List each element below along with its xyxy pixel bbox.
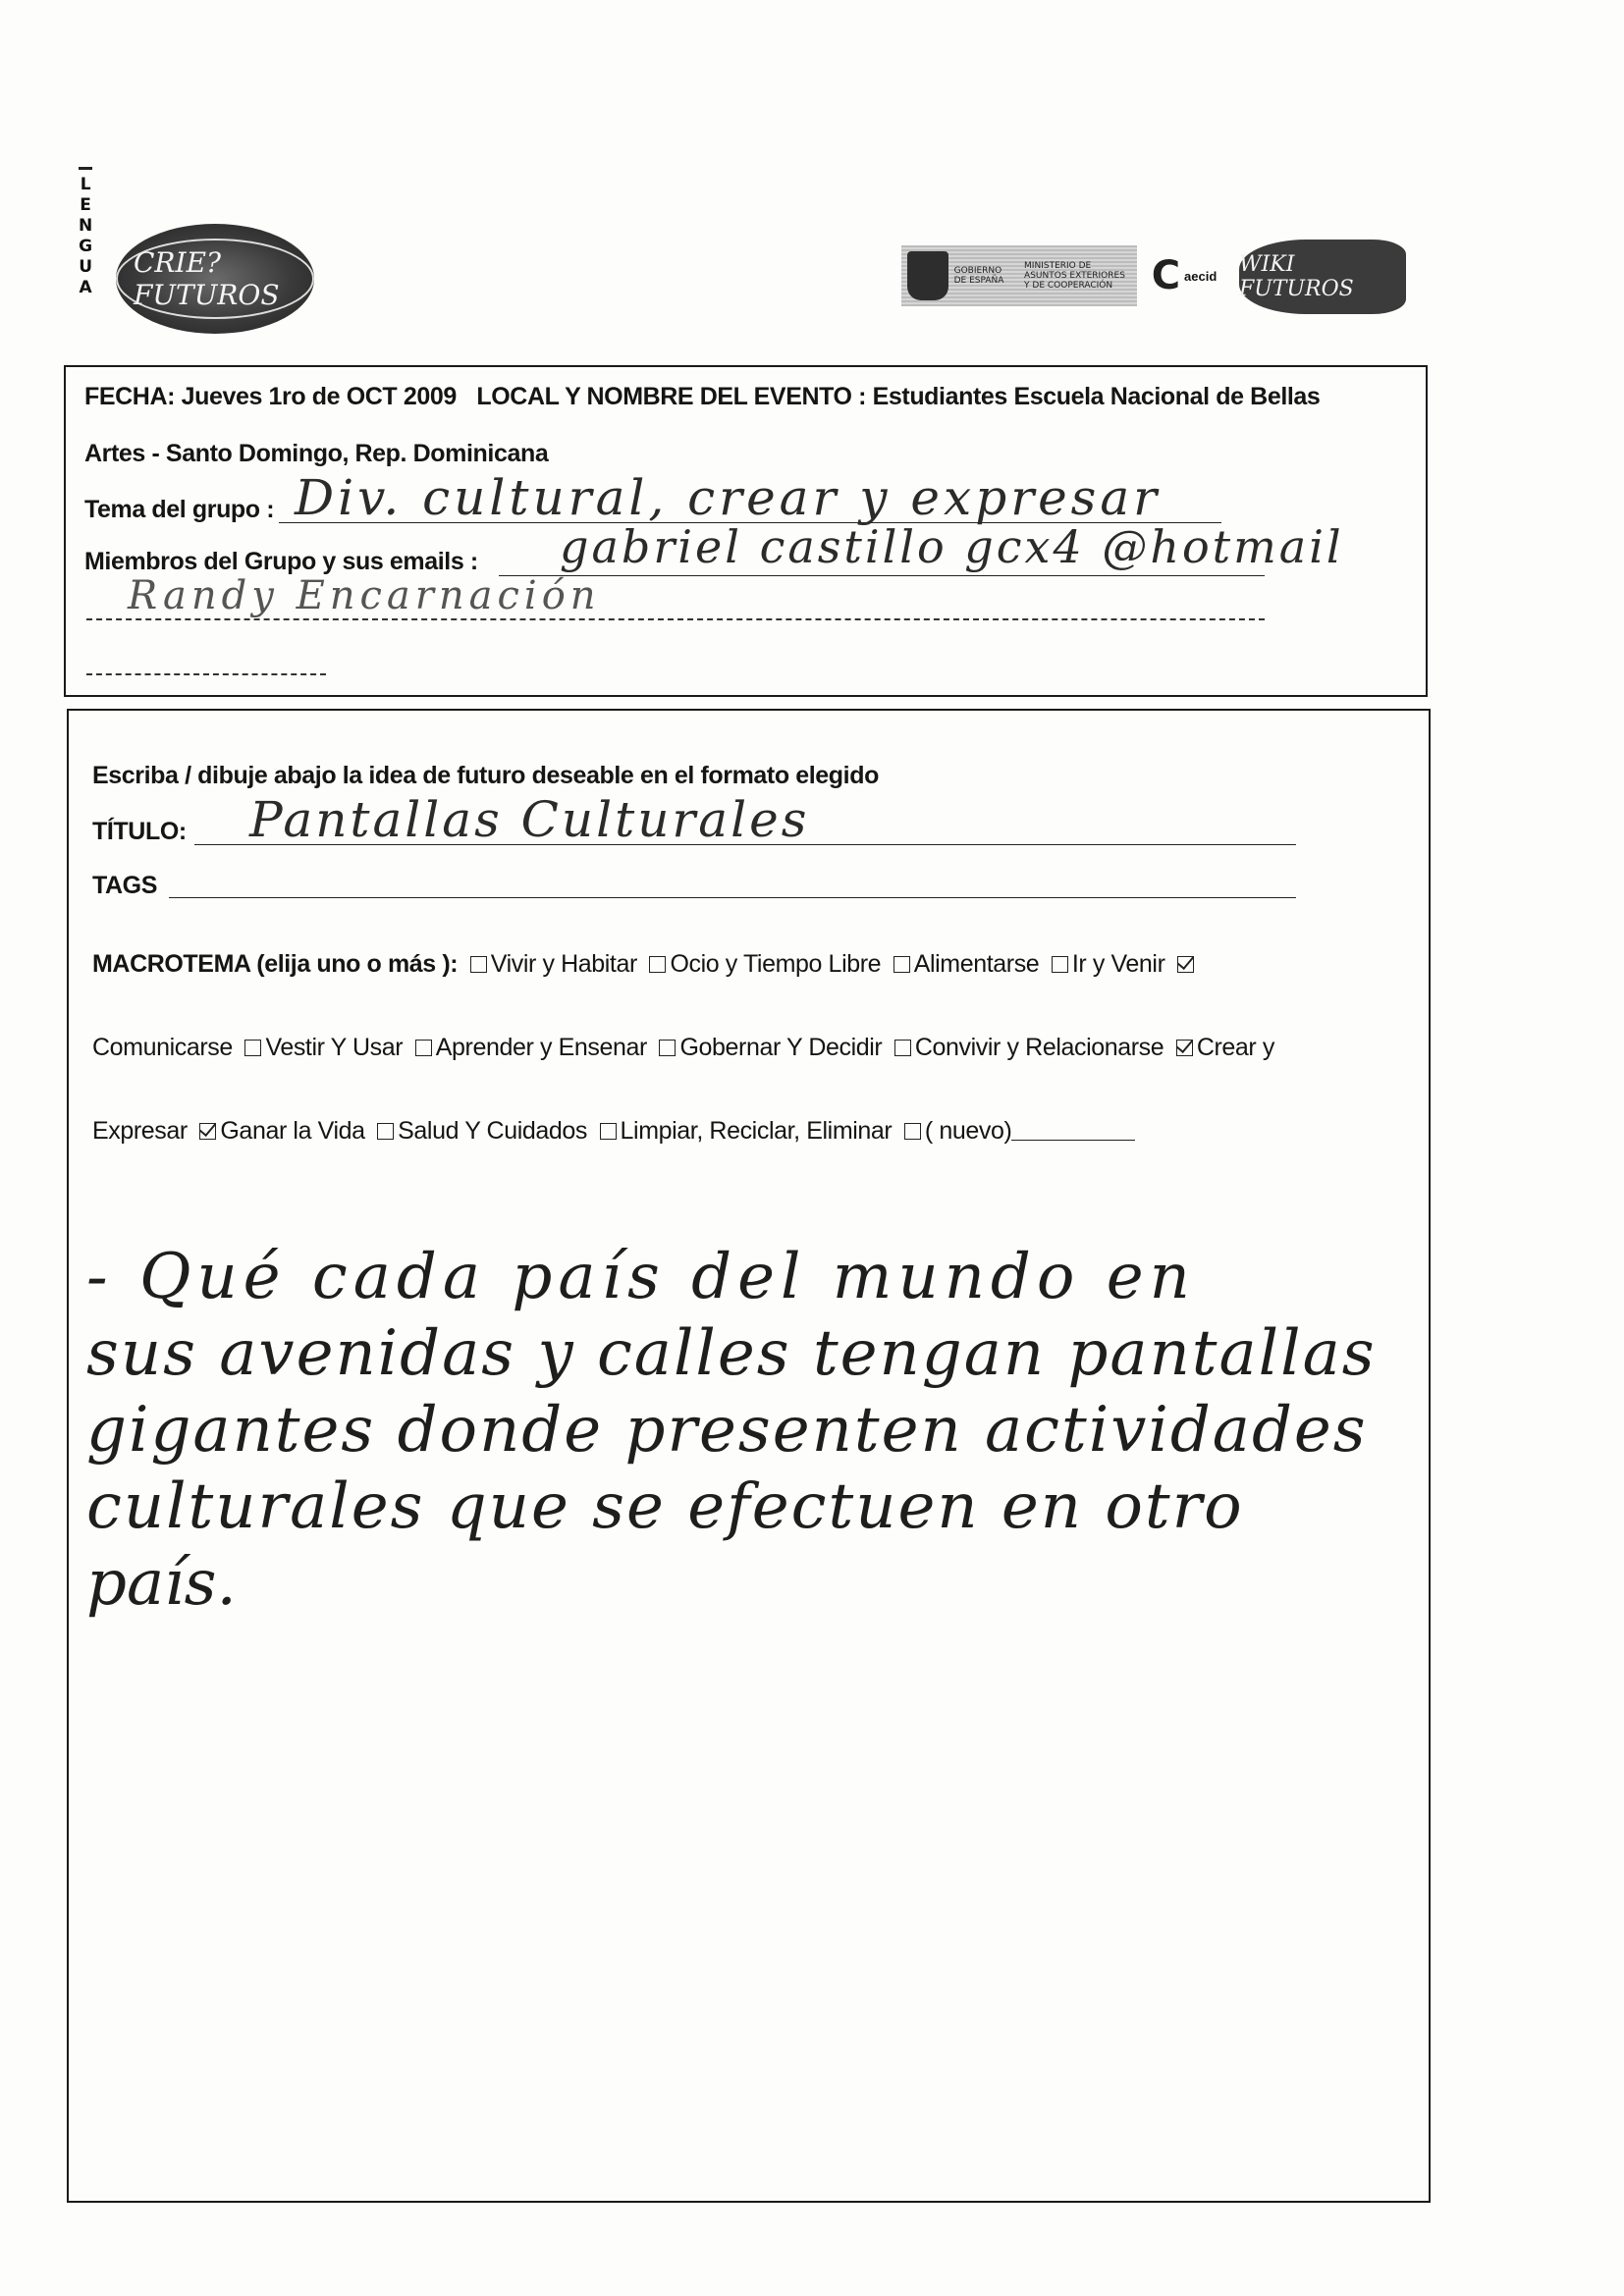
option-label: Convivir y Relacionarse [914, 1034, 1164, 1061]
checkbox-vivir-y-habitar[interactable] [470, 956, 487, 973]
checkbox-gobernar-y-decidir[interactable] [659, 1040, 676, 1056]
tema-label: Tema del grupo : [84, 496, 275, 523]
fecha-label: FECHA: [84, 383, 176, 410]
option-label: Gobernar Y Decidir [679, 1034, 883, 1061]
coat-of-arms-icon [907, 251, 948, 300]
divider [79, 167, 92, 170]
handwritten-line: culturales que se efectuen en otro [86, 1470, 1244, 1543]
miembros-underline [499, 575, 1265, 576]
macrotema-line-3 [92, 1117, 1135, 1146]
macrotema-line-1 [92, 950, 1198, 979]
option-label: Ocio y Tiempo Libre [670, 950, 882, 978]
fecha-line [84, 383, 1320, 411]
checkbox-alimentarse[interactable] [893, 956, 910, 973]
option-label: Comunicarse [92, 1034, 233, 1061]
tema-value: Div. cultural, crear y expresar [295, 469, 1162, 526]
macrotema-label: MACROTEMA (elija uno o más ): [92, 950, 459, 978]
checkbox-ocio-y-tiempo-libre[interactable] [649, 956, 666, 973]
crie-futuros-logo-text: CRIE?FUTUROS [116, 239, 314, 319]
checkbox-nuevo[interactable] [904, 1123, 921, 1140]
macrotema-line-2 [92, 1034, 1274, 1062]
checkbox-aprender-y-ensenar[interactable] [415, 1040, 432, 1056]
option-label: Ganar la Vida [220, 1117, 365, 1145]
side-letter: G [79, 237, 93, 256]
side-letter: L [80, 175, 91, 194]
aecid-c-icon: C [1151, 253, 1181, 298]
gov-line-1: GOBIERNO DE ESPAÑA [953, 266, 1004, 286]
checkbox-ganar-la-vida[interactable] [199, 1123, 216, 1140]
local-value-line2: Artes - Santo Domingo, Rep. Dominicana [84, 440, 549, 467]
handwritten-idea [86, 1239, 1382, 1622]
option-label-crear: Crear y [1196, 1034, 1275, 1061]
crie-futuros-logo [116, 224, 314, 334]
checkbox-comunicarse[interactable] [1177, 956, 1194, 973]
tags-underline [169, 897, 1296, 898]
handwritten-line: - Qué cada país del mundo en [86, 1241, 1196, 1313]
option-label: Vivir y Habitar [490, 950, 637, 978]
tags-label: TAGS [92, 872, 157, 899]
titulo-label: TÍTULO: [92, 818, 187, 845]
handwritten-line: gigantes donde presenten actividades [86, 1394, 1368, 1467]
handwritten-line: sus avenidas y calles tengan pantallas [86, 1317, 1377, 1390]
option-label: Vestir Y Usar [265, 1034, 404, 1061]
checkbox-crear-y-expresar[interactable] [1176, 1040, 1193, 1056]
instruction-text: Escriba / dibuje abajo la idea de futuro deseable en el formato elegido [92, 762, 879, 789]
wiki-futuros-logo [1239, 240, 1406, 314]
titulo-value: Pantallas Culturales [249, 791, 810, 848]
option-label: Salud Y Cuidados [398, 1117, 587, 1145]
gov-line-2: MINISTERIO DE ASUNTOS EXTERIORES Y DE COOPERACIÓN [1024, 261, 1125, 291]
wiki-futuros-logo-text: WIKI FUTUROS [1239, 252, 1354, 301]
local-label: LOCAL Y NOMBRE DEL EVENTO : [476, 383, 867, 410]
local-value-line1: Estudiantes Escuela Nacional de Bellas [872, 383, 1321, 410]
side-letter: E [80, 195, 91, 215]
government-logo [901, 245, 1137, 306]
member-1: gabriel castillo gcx4 @hotmail [560, 520, 1344, 573]
side-letter: U [79, 257, 93, 277]
option-label-expresar: Expresar [92, 1117, 188, 1145]
checkbox-convivir-y-relacionarse[interactable] [894, 1040, 911, 1056]
miembros-label: Miembros del Grupo y sus emails : [84, 548, 478, 575]
aecid-logo [1145, 245, 1223, 306]
checkbox-vestir-y-usar[interactable] [244, 1040, 261, 1056]
handwritten-line: país. [86, 1547, 237, 1620]
member-2: Randy Encarnación [128, 573, 601, 618]
option-label: Ir y Venir [1071, 950, 1165, 978]
side-letter: N [79, 216, 93, 236]
side-letter: A [79, 278, 92, 297]
member-3-line [86, 673, 326, 675]
option-label: Alimentarse [913, 950, 1040, 978]
option-label: Limpiar, Reciclar, Eliminar [620, 1117, 893, 1145]
checkbox-ir-y-venir[interactable] [1052, 956, 1068, 973]
lengua-vertical-label [79, 167, 92, 298]
fecha-value: Jueves 1ro de OCT 2009 [181, 383, 457, 410]
option-label: Aprender y Ensenar [435, 1034, 647, 1061]
nuevo-label: ( nuevo) [924, 1117, 1012, 1145]
aecid-text: aecid [1184, 268, 1218, 284]
nuevo-blank [1011, 1140, 1135, 1141]
checkbox-limpiar-reciclar[interactable] [600, 1123, 617, 1140]
member-2-line [86, 618, 1265, 620]
checkbox-salud-y-cuidados[interactable] [377, 1123, 394, 1140]
